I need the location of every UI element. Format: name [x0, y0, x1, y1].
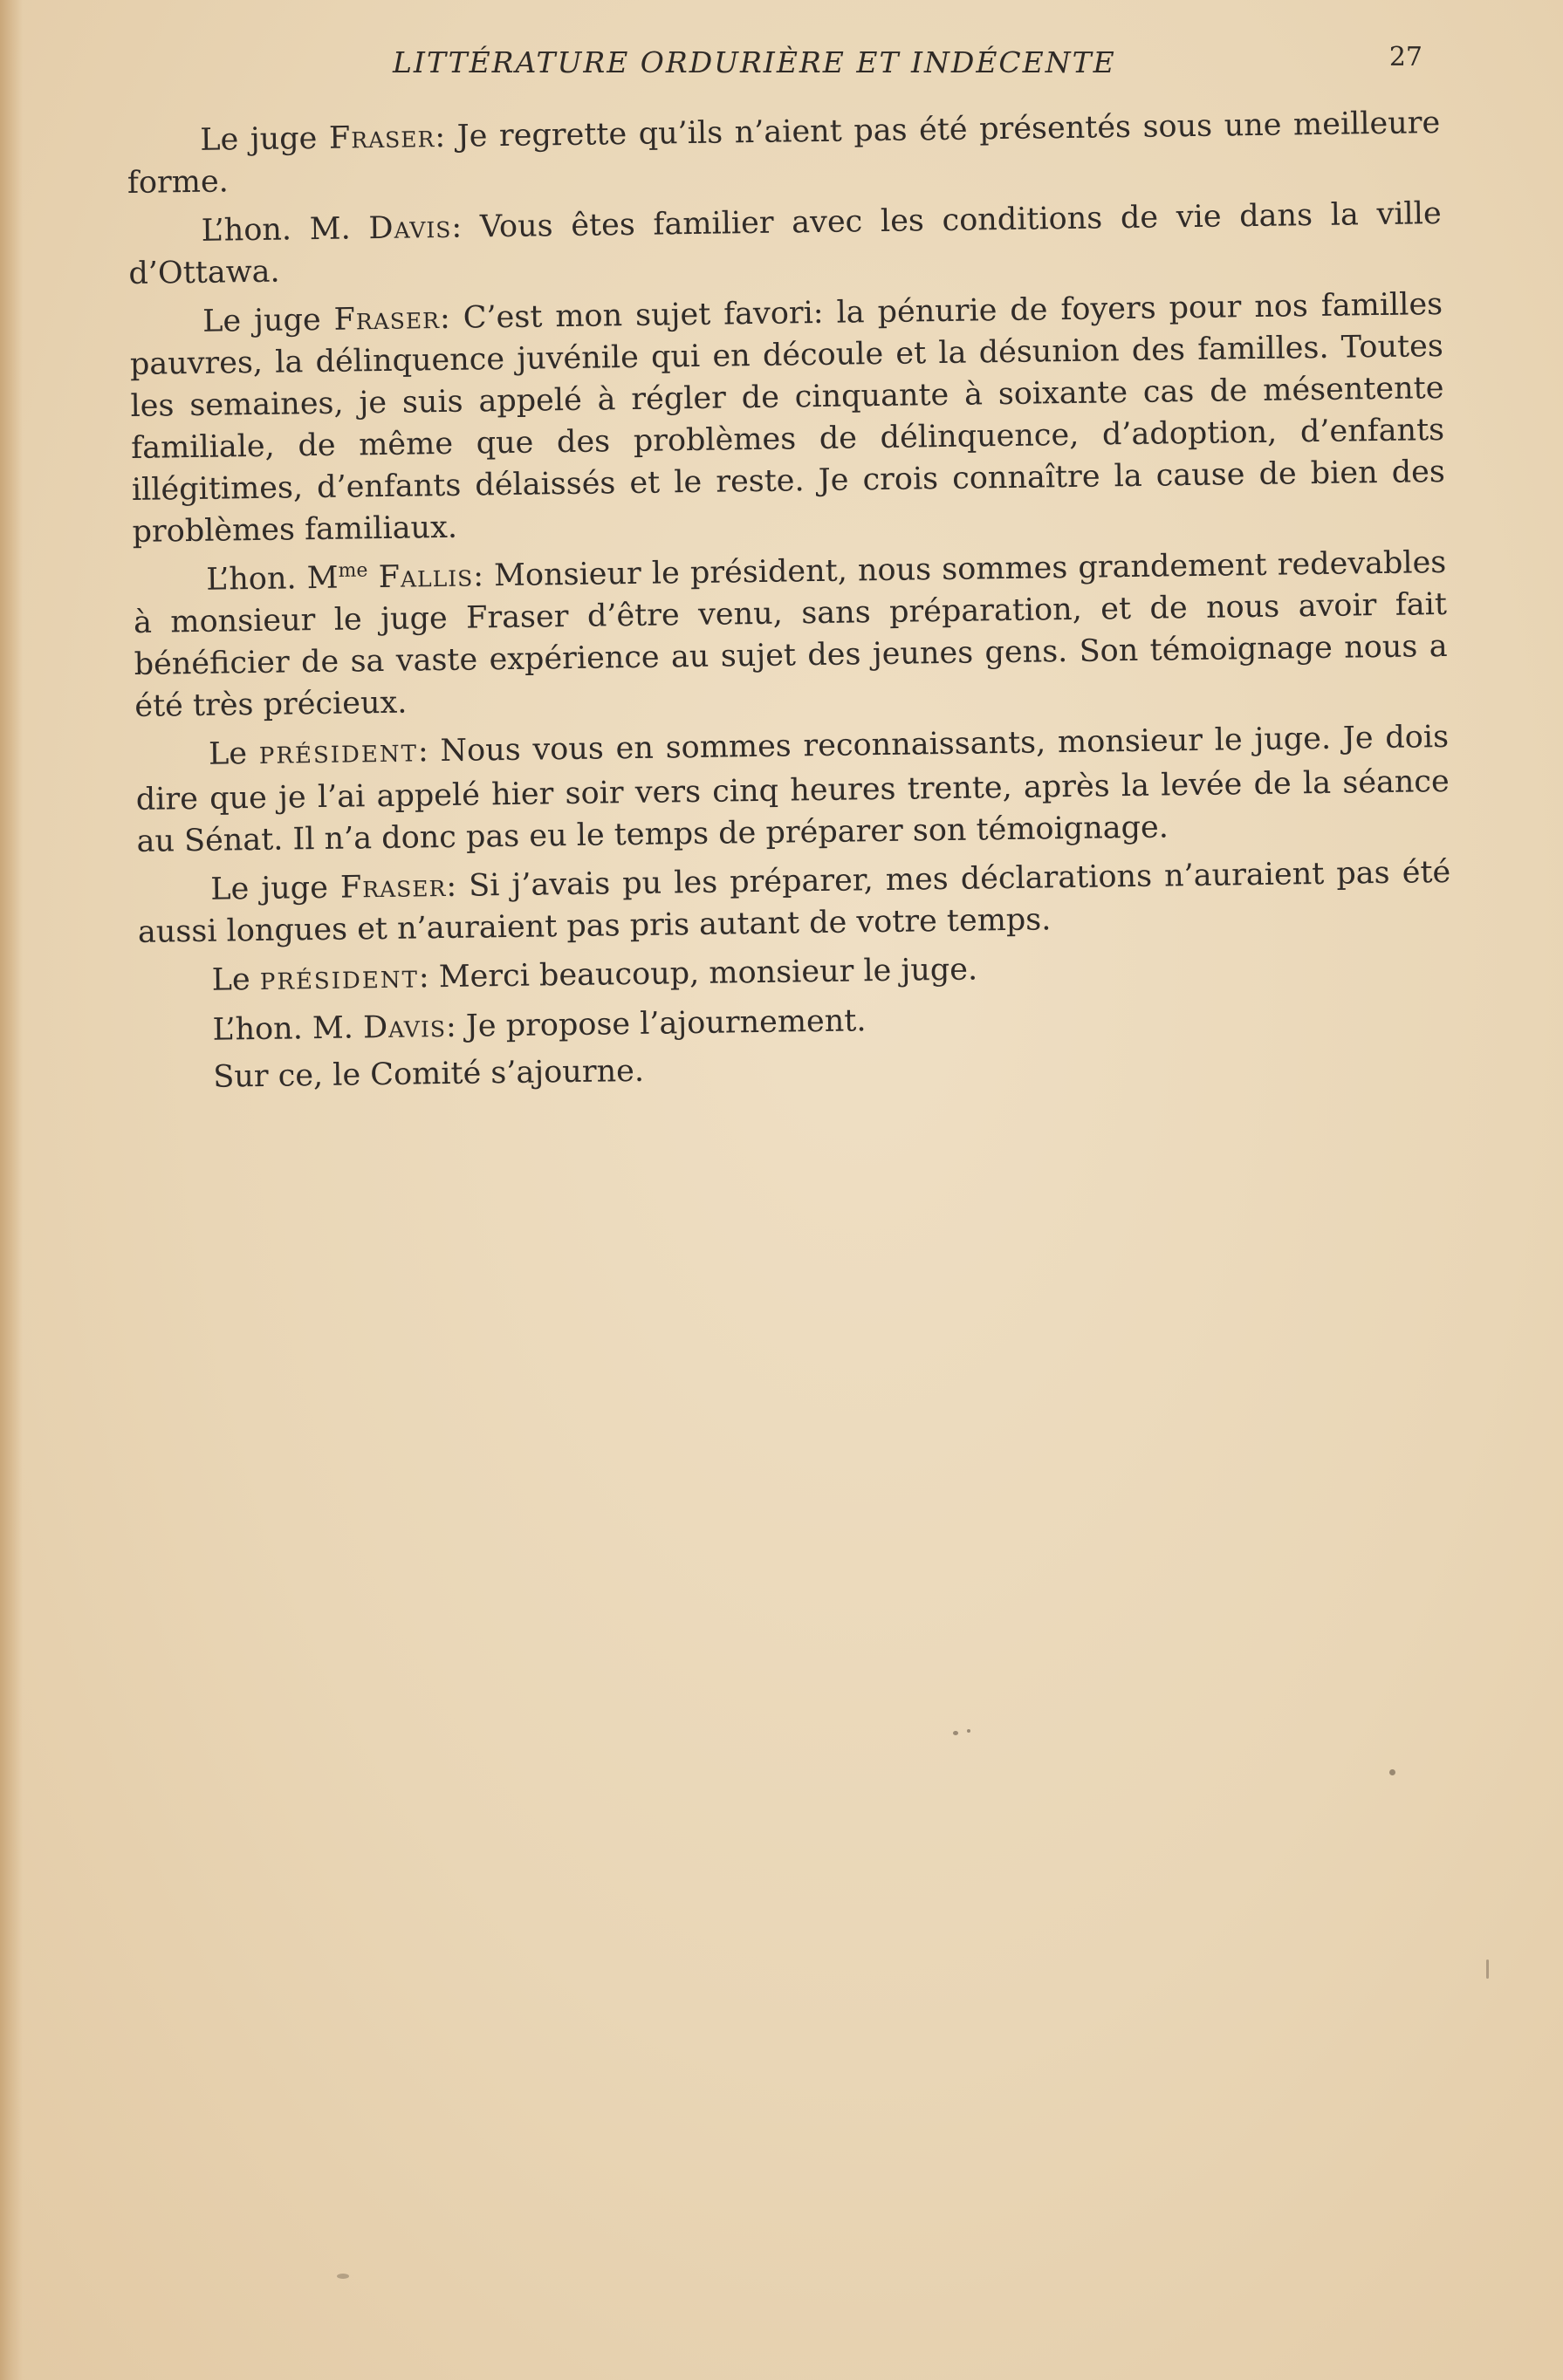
paragraph-text: : Si j’avais pu les préparer, mes déclarations n’auraient pas été aussi longues et n’auraient pas pris autant de votre temps. — [137, 854, 1451, 950]
speaker-title-superscript: me — [338, 559, 368, 583]
speaker-name: PRÉSIDENT — [258, 741, 419, 769]
page-binding-edge — [0, 0, 23, 2380]
running-header — [175, 42, 1449, 98]
speaker-name: Davis — [368, 209, 452, 247]
speaker-title: Le juge — [202, 302, 334, 339]
paper-speck — [1389, 1769, 1395, 1775]
speaker-title: Le juge — [200, 120, 330, 158]
paragraph-text: Sur ce, le Comité s’ajourne. — [213, 1053, 645, 1095]
text-body — [127, 102, 1454, 1105]
paragraph-4 — [133, 542, 1449, 728]
paragraph-6 — [137, 851, 1451, 954]
paragraph-2 — [127, 193, 1442, 295]
speaker-name: Fallis — [378, 558, 474, 596]
paper-speck — [953, 1731, 958, 1735]
paragraph-text: : Monsieur le président, nous sommes grandement redevables à monsieur le juge Fraser d’être venu, sans préparation, et de nous avoir fait bénéficier de sa vaste expérience au sujet des jeunes gens. Son témoignage nous a été très précieux. — [133, 544, 1448, 724]
paragraph-text: : C’est mon sujet favori: la pénurie de foyers pour nos familles pauvres, la délinquence juvénile qui en découle et la désunion des familles. Toutes les semaines, je suis appelé à régler de cinquante à soixante cas de mésentente familiale, de même que des problèmes de délinquence, d’adoption, d’enfants illégitimes, d’enfants délaissés et le reste. Je crois connaître la cause de bien des problèmes familiaux. — [129, 286, 1446, 550]
speaker-title: L’hon. M — [206, 560, 339, 598]
speaker-name: PRÉSIDENT — [259, 967, 420, 995]
paragraph-text: : Merci beaucoup, monsieur le juge. — [418, 952, 978, 995]
paragraph-text: : Je regrette qu’ils n’aient pas été présentés sous une meilleure forme. — [127, 105, 1441, 201]
speaker-name: Fraser — [339, 868, 447, 906]
speaker-name: Fraser — [328, 120, 435, 156]
paper-speck — [1486, 1959, 1489, 1979]
running-title: LITTÉRATURE ORDURIÈRE ET INDÉCENTE — [393, 45, 1116, 79]
paragraph-text: : Nous vous en sommes reconnaissants, monsieur le juge. Je dois dire que je l’ai appelé hier soir vers cinq heures trente, après la levée de la séance au Sénat. Il n’a donc pas eu le temps de préparer son témoignage. — [135, 719, 1450, 859]
speaker-title: Le — [211, 961, 261, 998]
paragraph-text: : Vous êtes familier avec les conditions de vie dans la ville d’Ottawa. — [128, 195, 1442, 291]
speaker-title: L’hon. M. — [201, 211, 369, 249]
paragraph-1 — [127, 102, 1441, 204]
speaker-title: L’hon. M. — [212, 1010, 364, 1048]
paper-speck — [967, 1729, 970, 1733]
paragraph-text: : Je propose l’ajournement. — [445, 1003, 867, 1044]
speaker-title: Le — [208, 735, 260, 772]
paper-speck — [337, 2274, 349, 2279]
paragraph-3 — [129, 284, 1446, 553]
page-number: 27 — [1388, 42, 1422, 72]
speaker-title: Le juge — [210, 870, 341, 907]
speaker-name: Fraser — [333, 301, 441, 338]
paragraph-5 — [135, 716, 1450, 863]
speaker-name: Davis — [362, 1009, 447, 1046]
